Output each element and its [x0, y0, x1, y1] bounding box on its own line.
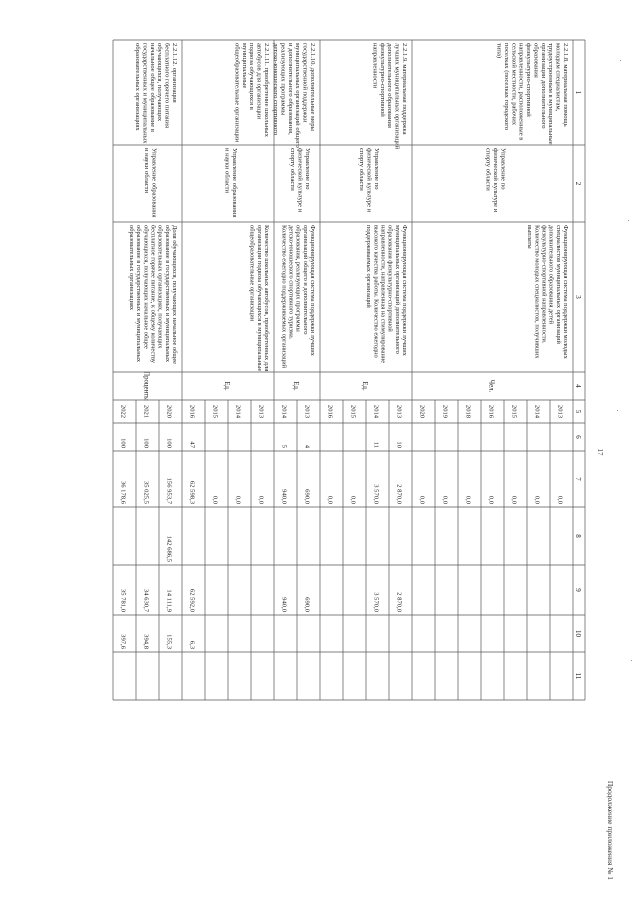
year-cell: 2018	[464, 404, 472, 419]
value-cell: 11	[372, 441, 380, 448]
unit-text: Проценты	[142, 371, 150, 401]
continuation-header: Продолжение приложения № 1	[606, 780, 615, 880]
column-number: 4	[574, 384, 582, 388]
value-cell: 14 111,9	[165, 589, 173, 612]
column-number: 3	[574, 295, 582, 299]
value-cell: 690,0	[303, 597, 311, 612]
measure-text: 2.2.1.8. материальная помощьмолодым специалистам,трудоустроенным в муниципальныеорганизации дополнительногообразованияфизкультурно-спортивнойнаправленности, расположенные всельской местности, рабочихпоселках (поселках городскоготипа)	[495, 43, 569, 145]
year-cell: 2014	[372, 404, 380, 419]
column-number: 11	[574, 672, 582, 680]
value-cell: 0,0	[487, 495, 495, 504]
year-cell: 2016	[188, 404, 196, 419]
unit-text: Ед.	[292, 381, 299, 391]
indicator-text: Функционирующая система поддержки лучшихорганизаций общего и дополнительногообразования, реализующих программыдетско-юношеского спортивного туризма.Количество ежегодно поддерживаемых организаций	[280, 225, 316, 369]
value-cell: 0,0	[349, 495, 357, 504]
year-cell: 2019	[441, 404, 449, 419]
column-number: 7	[574, 477, 582, 481]
year-cell: 2014	[533, 404, 541, 419]
year-cell: 2014	[234, 404, 242, 419]
value-cell: 940,0	[280, 597, 288, 612]
value-cell: 940,0	[280, 489, 288, 504]
column-number: 2	[574, 181, 582, 186]
unit-text: Ед.	[223, 381, 230, 391]
column-number: 1	[574, 90, 582, 95]
year-cell: 2022	[119, 404, 127, 419]
value-cell: 10	[395, 441, 403, 448]
value-cell: 0,0	[418, 495, 426, 504]
value-cell: 35 025,5	[142, 480, 150, 504]
value-cell: 0,0	[510, 495, 518, 504]
value-cell: 142 686,5	[165, 535, 173, 562]
value-cell: 6,3	[188, 640, 196, 649]
executor-text: Управление образованияи науки области	[143, 148, 158, 218]
value-cell: 47	[188, 441, 196, 448]
unit-text: Чел.	[487, 379, 495, 393]
executor-text: Управление пофизической культуре испорту области	[358, 148, 380, 213]
value-cell: 0,0	[441, 495, 449, 504]
value-cell: 397,6	[119, 634, 127, 649]
year-cell: 2016	[487, 404, 495, 419]
indicator-text: Функционирующая система поддержки молодыхспециалистов муниципальных организацийдополнительного образования детейфизкультурно-спортивной направленности.Количество молодых специалистов, получившихвыплаты	[526, 225, 569, 359]
value-cell: 5	[280, 444, 288, 448]
value-cell: 4	[303, 444, 311, 448]
column-number: 10	[574, 630, 582, 637]
year-cell: 2016	[326, 404, 334, 419]
measure-text: 2.2.1.12. организациябесплатного горячего питанияобучающихся, получающихначальное общее образование вгосударственных и муниципальныхобразовательных организациях	[134, 43, 178, 144]
indicator-text: Количество школьных автобусов, приобретенных дляорганизации подвоза обучающихся в муниципальныеобщеобразовательные организации	[248, 225, 270, 372]
value-cell: 36 178,6	[119, 480, 127, 504]
executor-text: Управление пофизической культуре испорту области	[484, 148, 507, 213]
measure-text: 2.2.1.9. материальная поддержкалучших муниципальных организацийдополнительного образованияфизкультурно-спортивнойнаправленности	[371, 43, 408, 150]
year-cell: 2015	[510, 404, 518, 419]
value-cell: 0,0	[556, 495, 564, 504]
value-cell: 62 598,3	[188, 480, 196, 504]
column-number: 6	[574, 435, 582, 439]
value-cell: 100	[165, 438, 173, 448]
year-cell: 2015	[349, 404, 357, 419]
value-cell: 0,0	[234, 495, 242, 504]
measure-text: 2.2.1.10. дополнительные мерыгосударственной поддержкимуниципальных организаций общегои дополнительного образования,реализующих программыдетско-юношеского спортивного	[272, 43, 316, 148]
measure-text: 2.2.1.11. приобретение школьныхавтобусов для организацииподвоза обучающихся вмуниципальныеобщеобразовательные организации	[233, 43, 270, 143]
value-cell: 3 570,0	[372, 592, 380, 612]
executor-text: Управление образованияи науки области	[223, 148, 239, 218]
year-cell: 2013	[556, 404, 564, 419]
unit-text: Ед.	[361, 381, 368, 391]
value-cell: 2 870,0	[395, 592, 403, 612]
value-cell: 35 781,0	[119, 588, 127, 612]
year-cell: 2021	[142, 404, 150, 419]
indicator-text: Доля обучающихся, получающих начальное общееобразование в государственных и муниципальныхобразовательных организациях, получающихбесплатное горячее питание, к общему количествуобучающихся, получающих начальное общееобразование в государственных и муниципальныхобразовательных организациях	[127, 225, 178, 364]
year-cell: 2020	[418, 404, 426, 419]
value-cell: 62 592,0	[188, 588, 196, 612]
year-cell: 2013	[303, 404, 311, 419]
value-cell: 100	[119, 438, 127, 448]
value-cell: 155,3	[165, 634, 173, 649]
value-cell: 0,0	[533, 495, 541, 504]
value-cell: 100	[142, 438, 150, 448]
column-number: 8	[574, 534, 582, 538]
value-cell: 2 870,0	[395, 484, 403, 504]
column-number: 5	[574, 409, 582, 414]
value-cell: 690,0	[303, 489, 311, 504]
page-number-label: 17	[596, 448, 604, 456]
column-number: 9	[574, 588, 582, 592]
value-cell: 0,0	[257, 495, 265, 504]
value-cell: 0,0	[211, 495, 219, 504]
year-cell: 2014	[280, 404, 288, 419]
year-cell: 2020	[165, 404, 173, 419]
value-cell: 156 953,7	[165, 477, 173, 504]
year-cell: 2013	[257, 404, 265, 419]
value-cell: 3 570,0	[372, 484, 380, 504]
program-measures-table	[113, 40, 585, 700]
year-cell: 2013	[395, 404, 403, 419]
value-cell: 394,8	[142, 634, 150, 649]
executor-text: Управление пофизической культуре испорту области	[289, 148, 311, 213]
value-cell: 0,0	[326, 495, 334, 504]
value-cell: 34 630,7	[142, 588, 150, 612]
value-cell: 0,0	[464, 495, 472, 504]
year-cell: 2015	[211, 404, 219, 419]
indicator-text: Функционирующая система поддержки лучшихмуниципальных организаций дополнительногообразования физкультурно-спортивнойнаправленности, направленная на стимулированиевысокого качества работы. Количество ежегодноподдерживаемых организаций	[365, 225, 408, 364]
